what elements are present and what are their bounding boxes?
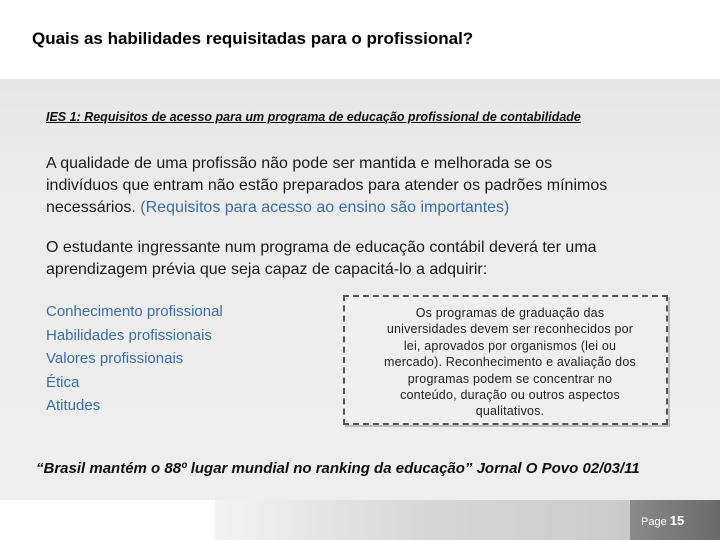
paragraph-line: aprendizagem prévia que seja capaz de capacitá-lo a adquirir:: [46, 261, 488, 278]
paragraph-line: [46, 197, 696, 219]
quality-paragraph: [46, 153, 696, 219]
slide-body: [0, 79, 720, 500]
slide-title: Quais as habilidades requisitadas para o profissional?: [32, 29, 474, 48]
callout-line: mercado). Reconhecimento e avaliação dos: [384, 355, 636, 370]
paragraph-text: necessários.: [46, 199, 136, 216]
student-paragraph: [46, 237, 696, 281]
callout-line: Os programas de graduação das: [415, 306, 605, 320]
page-label: Page: [641, 516, 667, 528]
page-number-value: 15: [669, 513, 685, 528]
ies-heading: IES 1: Requisitos de acesso para um programa de educação profissional de contabilidade: [46, 110, 581, 124]
paragraph-line: A qualidade de uma profissão não pode ser mantida e melhorada se os: [46, 155, 553, 172]
news-quote: “Brasil mantém o 88º lugar mundial no ranking da educação” Jornal O Povo 02/03/11: [36, 460, 640, 477]
callout-line: qualitativos.: [475, 404, 545, 419]
highlight-text: (Requisitos para acesso ao ensino são importantes): [140, 199, 510, 216]
callout-line: universidades devem ser reconhecidos por: [386, 322, 634, 337]
skill-item: Ética: [46, 373, 80, 391]
page-number: [641, 513, 684, 528]
skill-item: Habilidades profissionais: [46, 326, 212, 344]
callout-line: programas podem se concentrar no: [407, 371, 613, 386]
paragraph-line: O estudante ingressante num programa de educação contábil deverá ter uma: [46, 239, 597, 256]
callout-line: conteúdo, duração ou outros aspectos: [400, 388, 620, 403]
skill-item: Valores profissionais: [46, 350, 184, 367]
skills-list: [46, 300, 223, 418]
footer-white-block: [0, 507, 215, 540]
skill-item: Conhecimento profissional: [46, 303, 223, 320]
callout-text: [360, 305, 660, 420]
paragraph-line: indivíduos que entram não estão preparados para atender os padrões mínimos: [46, 177, 608, 194]
callout-line: lei, aprovados por organismos (lei ou: [403, 338, 617, 353]
skill-item: Atitudes: [46, 397, 101, 414]
